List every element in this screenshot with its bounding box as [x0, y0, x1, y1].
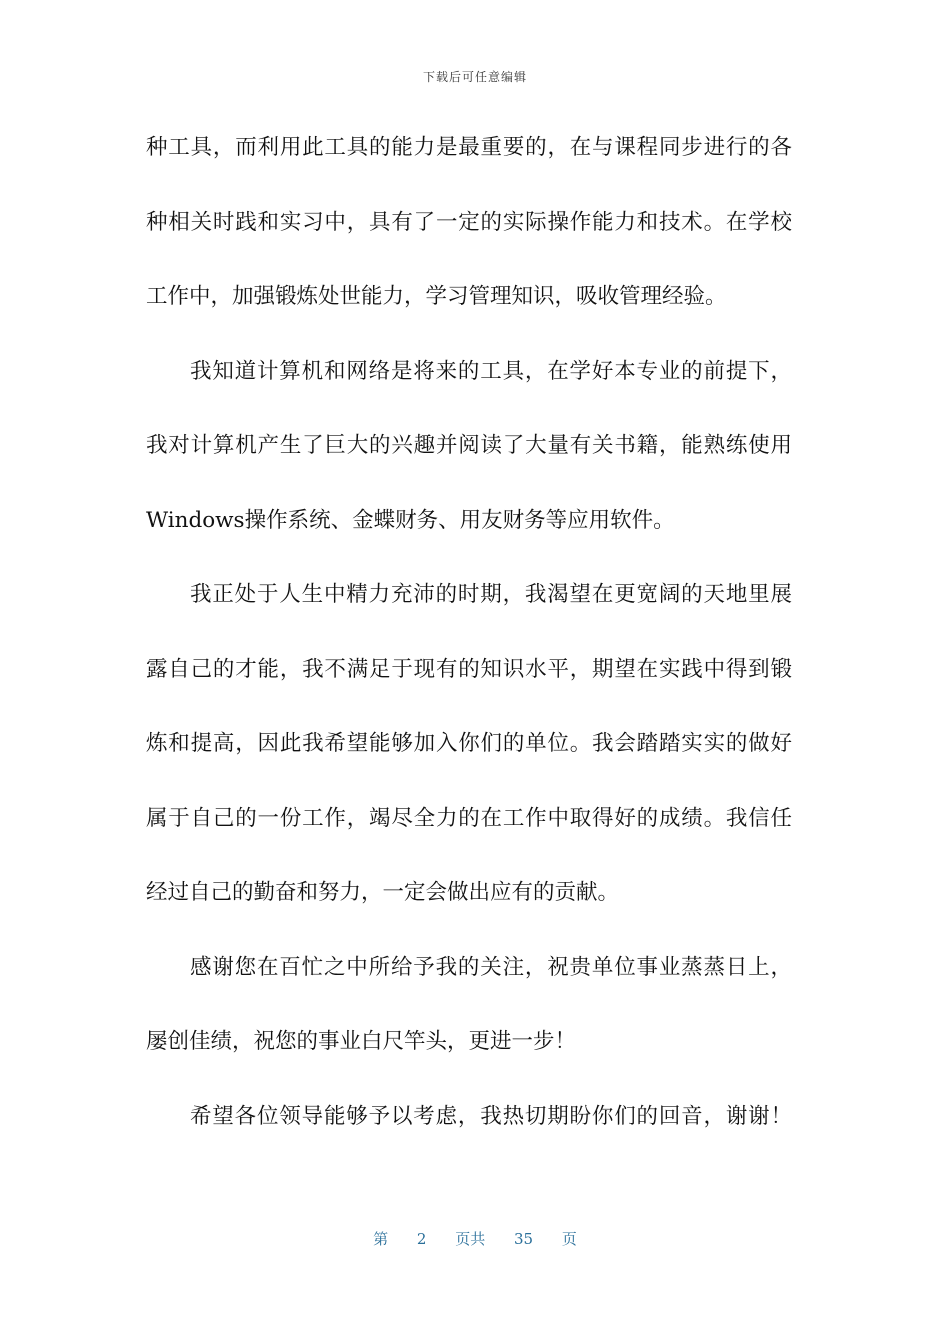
text-line: Windows操作系统、金蝶财务、用友财务等应用软件。 [146, 507, 675, 533]
footer-middle: 页共 [455, 1230, 486, 1248]
text-line: 希望各位领导能够予以考虑，我热切期盼你们的回音，谢谢！ [190, 1103, 792, 1129]
footer-total-pages: 35 [514, 1230, 534, 1248]
footer-suffix: 页 [561, 1230, 577, 1248]
text-line: 经过自己的勤奋和努力，一定会做出应有的贡献。 [146, 880, 620, 905]
text-line: 我正处于人生中精力充沛的时期，我渴望在更宽阔的天地里展 [190, 582, 792, 607]
text-line: 露自己的才能，我不满足于现有的知识水平，期望在实践中得到锻 [146, 656, 792, 682]
text-line: 属于自己的一份工作，竭尽全力的在工作中取得好的成绩。我信任 [146, 805, 792, 831]
text-line: 种相关时践和实习中，具有了一定的实际操作能力和技术。在学校 [146, 209, 792, 235]
text-line: 我对计算机产生了巨大的兴趣并阅读了大量有关书籍，能熟练使用 [146, 433, 792, 458]
text-line: 我知道计算机和网络是将来的工具，在学好本专业的前提下， [190, 358, 792, 384]
text-line: 工作中，加强锻炼处世能力，学习管理知识，吸收管理经验。 [146, 284, 727, 309]
footer-prefix: 第 [373, 1230, 389, 1248]
page-footer [0, 1228, 950, 1249]
document-body [146, 111, 792, 1154]
page-header: 下载后可任意编辑 [422, 70, 527, 84]
text-line: 炼和提高，因此我希望能够加入你们的单位。我会踏踏实实的做好 [146, 731, 792, 756]
footer-current-page: 2 [416, 1230, 427, 1248]
text-line: 种工具，而利用此工具的能力是最重要的，在与课程同步进行的各 [146, 135, 792, 160]
text-line: 屡创佳绩，祝您的事业白尺竿头，更进一步！ [146, 1029, 577, 1054]
text-line: 感谢您在百忙之中所给予我的关注，祝贵单位事业蒸蒸日上， [190, 954, 792, 980]
